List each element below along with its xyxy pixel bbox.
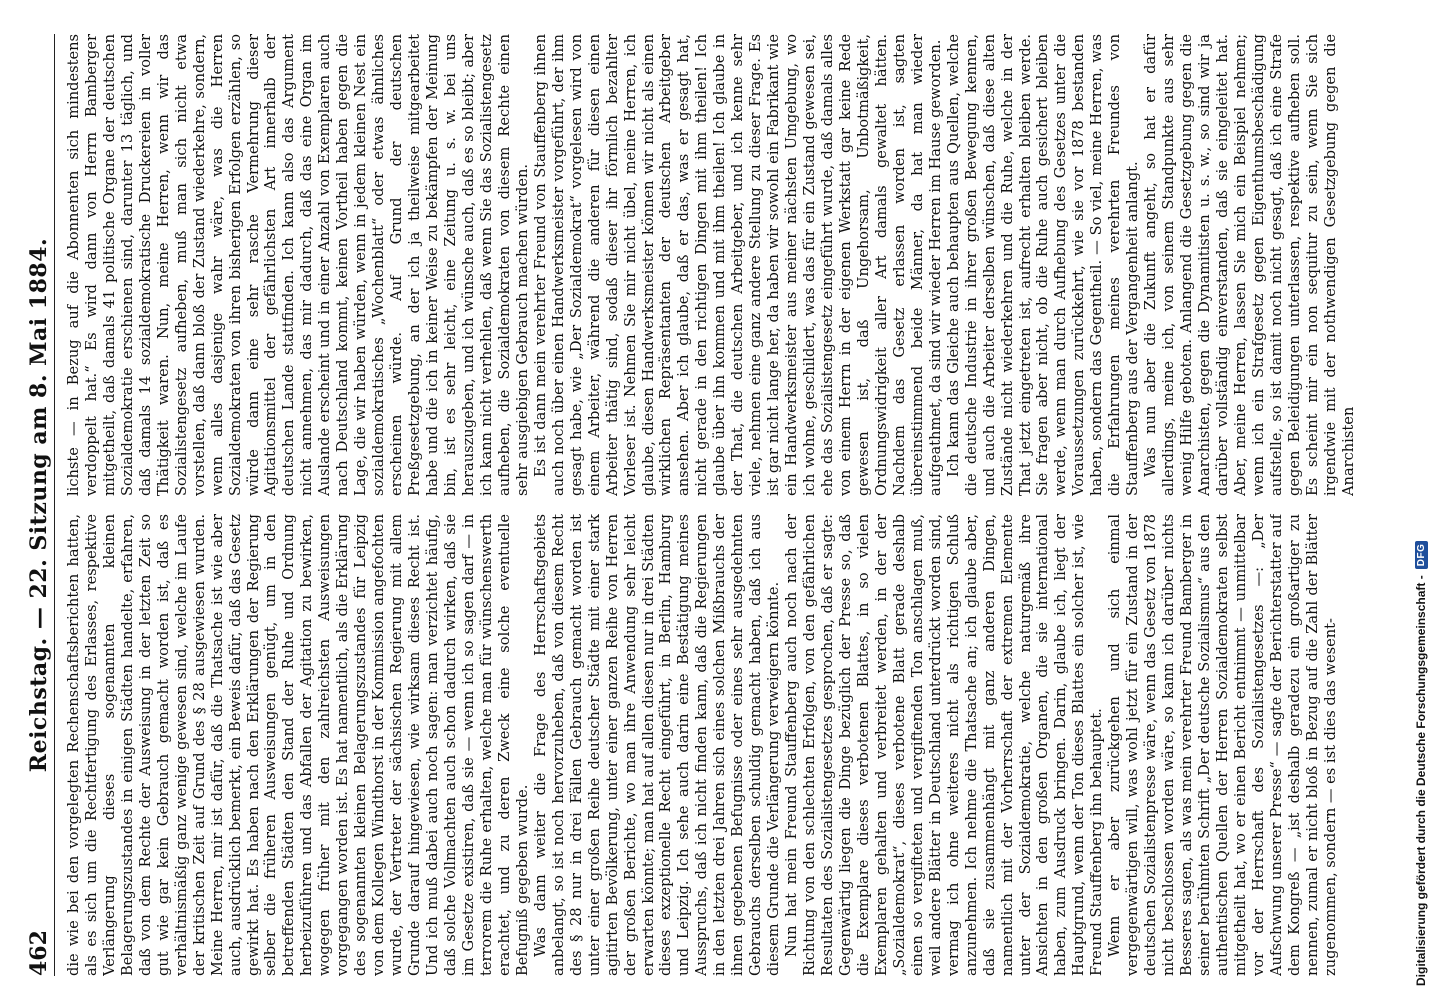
paragraph: Es ist dann mein verehrter Freund von Stauffenberg ihnen auch noch über einen Handwerksmeister vorgeführt, der ihm gesagt habe, wie „Der Sozialdemokrat“ vorgelesen wird von einem Arbeiter, während die anderen für diesen einen Arbeiter thätig sind, sodaß dieser ihr förmlich bezahlter Vorleser ist. Nehmen Sie mir nicht übel, meine Herren, ich glaube, diesen Handwerksmeister können wir nicht als einen wirklichen Repräsentanten der deutschen Arbeitgeber ansehen. Aber ich glaube, daß er das, was er gesagt hat, nicht gerade in den richtigen Dingen mit ihm theilen! Ich glaube über ihn kommen und mit ihm theilen! Ich glaube in der That, die deutschen Arbeitgeber, und ich kenne sehr viele, nehmen eine ganz andere Stellung zu dieser Frage. Es ist gar nicht lange her, da haben wir sowohl ein Fabrikant wie ein Handwerksmeister aus meiner nächsten Umgebung, wo ich wohne, geschildert, was das für ein Zustand gewesen sei, ehe das Sozialistengesetz eingeführt wurde, daß damals alles von einem Herrn in der eigenen Werkstatt gar keine Rede gewesen ist, daß Ungehorsam, Unbotmäßigkeit, Ordnungswidrigkeit aller Art damals gewaltet hätten. Nachdem das Gesetz erlassen worden ist, sagten übereinstimmend beide Männer, da hat man wieder aufgeathmet, da sind wir wieder Herren im Hause geworden. — [531, 34, 944, 496]
text-columns — [65, 34, 1405, 976]
page-header — [26, 34, 55, 976]
paragraph: Was nun aber die Zukunft angeht, so hat er dafür allerdings, meine ich, von seinem Standpunkte aus sehr wenig Hilfe geboten. Anlangend die Gesetzgebung gegen die Anarchisten, gegen die Dynamitisten u. s. w., so sind wir ja darüber vollständig einverstanden, daß sie eingeleitet hat. Aber, meine Herren, lassen Sie mich ein Beispiel nehmen; wenn ich ein Strafgesetz gegen Eigenthumsbeschädigung aufstelle, so ist damit noch nicht gesagt, daß ich eine Strafe gegen Beleidigungen unterlassen, respektive aufheben soll. Es scheint mir ein non sequitur zu sein, wenn Sie sich irgendwie mit der nothwendigen Gesetzgebung gegen die Anarchisten — [1142, 34, 1357, 496]
digitization-credit-text — [1414, 6, 1428, 990]
paragraph: die wie bei den vorgelegten Rechenschaftsberichten hatten, als es sich um die Rechtfertigung des Erlasses, respektive Verlängerung dieses sogenannten kleinen Belagerungszustandes in einigen Städten handelte, erfahren, daß von dem Rechte der Ausweisung in der letzten Zeit so gut wie gar kein Gebrauch gemacht worden ist, daß es verhältnismäßig ganz wenige gewesen sind, welche im Laufe der kritischen Zeit auf Grund des § 28 ausgewiesen wurden. Meine Herren, mir ist dafür, daß die Thatsache ist wie aber auch, ausdrücklich bemerkt, ein Beweis dafür, daß das Gesetz gewirkt hat. Es haben nach den Erklärungen der Regierung selber die früheren Ausweisungen genügt, um in den betreffenden Städten den Stand der Ruhe und Ordnung herbeizuführen und das Abfallen der Agitation zu bewirken, wogegen früher mit den zahlreichsten Ausweisungen vorgegangen worden ist. Es hat namentlich, als die Erklärung des sogenannten kleinen Belagerungszustandes für Leipzig von dem Kollegen Windthorst in der Kommission angefochten wurde, der Vertreter der sächsischen Regierung mit allem Grunde darauf hingewiesen, wie wirksam dieses Recht ist. Und ich muß dabei auch noch sagen: man verzichtet häufig, daß solche Vollmachten auch schon dadurch wirken, daß sie im Gesetze existiren, daß sie — wenn ich so sagen darf — in terrorem die Ruhe erhalten, welche man für wünschenswerth erachtet, und zu deren Zweck eine solche eventuelle Befugniß gegeben wurde. — [65, 514, 531, 976]
paragraph: Ich kann das Gleiche auch behaupten aus Quellen, welche die deutsche Industrie in ihrer großen Bewegung kennen, und auch die Arbeiter derselben wünschen, daß diese alten Zustände nicht wiederkehren und die Ruhe, welche in der That jetzt eingetreten ist, aufrecht erhalten bleiben werde. Sie fragen aber nicht, ob die Ruhe auch gesichert bleiben werde, wenn man durch Aufhebung des Gesetzes unter die Voraussetzungen zurückkehrt, wie sie vor 1878 bestanden haben, sondern das Gegentheil. — So viel, meine Herren, was die Erfahrungen meines verehrten Freundes von Stauffenberg aus der Vergangenheit anlangt. — [944, 34, 1142, 496]
paragraph: Wenn er aber zurückgehen und sich einmal vergegenwärtigen will, was wohl jetzt für ein Zustand in der deutschen Sozialistenpresse wäre, wenn das Gesetz von 1878 nicht beschlossen worden wäre, so kann ich darüber nichts Besseres sagen, als was mein verehrter Freund Bamberger in seiner berühmten Schrift „Der deutsche Sozialismus“ aus den authentischen Quellen der Herren Sozialdemokraten selbst mitgetheilt hat, wo er einen Bericht entnimmt — unmittelbar vor der Herrschaft des Sozialistengesetzes —: „Der Aufschwung unserer Presse“ — sagte der Berichterstatter auf dem Kongreß — „ist deshalb geradezu ein großartiger zu nennen, zumal er nicht bloß in Bezug auf die Zahl der Blätter zugenommen, sondern — es ist dies das wesent- — [1106, 514, 1339, 976]
column-right — [65, 34, 1405, 496]
dfg-logo: DFG — [1415, 541, 1428, 570]
column-left — [65, 514, 1405, 976]
page-title: Reichstag. — 22. Sitzung am 8. Mai 1884. — [26, 237, 52, 773]
page-number: 462 — [26, 930, 52, 976]
paragraph: Nun hat mein Freund Stauffenberg auch noch nach der Richtung von den schlechten Erfolgen, von den gefährlichen Resultaten des Sozialistengesetzes gesprochen, daß er sagte: Gegenwärtig liegen die Dinge bezüglich der Presse so, daß die Exemplare dieses verbotenen Blattes, in so vielen Exemplaren gehalten und verbreitet werden, in der der „Sozialdemokrat“, dieses verbotene Blatt gerade deshalb einen so vergifteten und vergiftenden Ton anschlagen muß, weil andere Blätter in Deutschland unterdrückt worden sind, vermag ich ohne weiteres nicht als richtigen Schluß anzunehmen. Ich nehme die Thatsache an; ich glaube aber, daß sie zusammenhängt mit ganz anderen Dingen, namentlich mit der Vorherrschaft der extremen Elemente unter der Sozialdemokratie, welche naturgemäß ihre Ansichten in den großen Organen, die sie international haben, zum Ausdruck bringen. Darin, glaube ich, liegt der Hauptgrund, wenn der Ton dieses Blattes ein solcher ist, wie Freund Stauffenberg ihn behauptet. — [783, 514, 1106, 976]
paragraph: Was dann weiter die Frage des Herrschaftsgebiets anbelangt, so ist noch hervorzuheben, daß von diesem Recht des § 28 nur in drei Fällen Gebrauch gemacht worden ist unter einer großen Reihe deutscher Städte mit einer stark agitirten Bevölkerung, unter einer ganzen Reihe von Herren der großen Berichte, wo man ihre Anwendung sehr leicht erwarten könnte; man hat auf allen diesen nur in drei Städten dieses exzeptionelle Recht eingeführt, in Berlin, Hamburg und Leipzig. Ich sehe auch darin eine Bestätigung meines Ausspruchs, daß ich nicht finden kann, daß die Regierungen in den letzten drei Jahren sich eines solchen Mißbrauchs der ihnen gegebenen Befugnisse oder eines sehr ausgedehnten Gebrauchs derselben schuldig gemacht haben, daß ich aus diesem Grunde die Verlängerung verweigern könnte. — [531, 514, 783, 976]
digitization-credit — [1414, 10, 1430, 990]
credit-text: Digitalisierung gefördert durch die Deutsche Forschungsgemeinschaft - — [1414, 575, 1428, 986]
paragraph: lichste — in Bezug auf die Abonnenten sich mindestens verdoppelt hat.“ Es wird dann von Herrn Bamberger mitgetheilt, daß damals 41 politische Organe der deutschen Sozialdemokratie erschienen sind, darunter 13 täglich, und daß damals 14 sozialdemokratische Druckereien in voller Thätigkeit waren. Nun, meine Herren, wenn wir das Sozialistengesetz aufheben, muß man sich nicht etwa vorstellen, daß dann bloß der Zustand wiederkehre, sondern, wenn alles dasjenige wahr wäre, was die Herren Sozialdemokraten von ihren bisherigen Erfolgen erzählen, so würde dann eine sehr rasche Vermehrung dieser Agitationsmittel der gefährlichsten Art innerhalb der deutschen Lande stattfinden. Ich kann also das Argument nicht annehmen, das mir dadurch, daß das eine Organ im Auslande erscheint und in einer Anzahl von Exemplaren auch nach Deutschland kommt, keinen Vortheil haben gegen die Lage, die wir haben würden, wenn in jedem kleinen Nest ein sozialdemokratisches „Wochenblatt“ oder etwas ähnliches erscheinen würde. Auf Grund der deutschen Preßgesetzgebung, an der ich ja theilweise mitgearbeitet habe und die ich in keiner Weise zu bekämpfen der Meinung bin, ist es sehr leicht, eine Zeitung u. s. w. bei uns herauszugeben, und ich wünsche auch, daß es so bleibt; aber ich kann nicht verhehlen, daß wenn Sie das Sozialistengesetz aufheben, die Sozialdemokraten von diesem Rechte einen sehr ausgiebigen Gebrauch machen würden. — [65, 34, 531, 496]
document-page — [8, 10, 1413, 1000]
